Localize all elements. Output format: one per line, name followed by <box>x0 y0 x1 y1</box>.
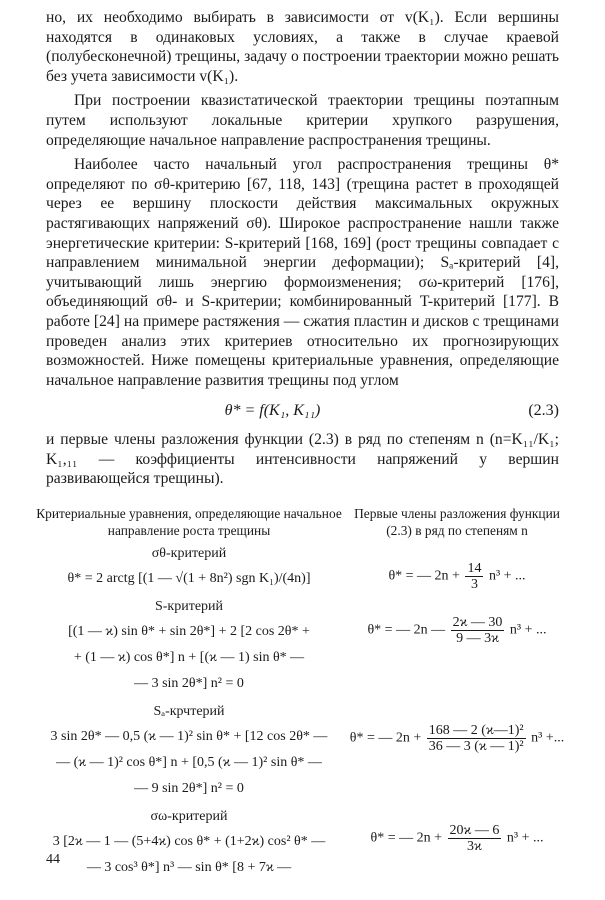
fraction: $\frac{2ϰ — 30}{9 — 3ϰ}$ <box>452 615 503 647</box>
series-sigma-theta: θ* = — 2n + $\frac{14}{3}$ n³ + ... <box>388 561 526 593</box>
criterion-line: [(1 — ϰ) sin θ* + sin 2θ*] + 2 [2 cos 2θ* + <box>68 624 310 640</box>
paragraph-1: но, их необходимо выбирать в зависимости от v(K₁). Если вершины находятся в одинаковых условиях, а также в случае краевой (полубесконечной) трещины, задачу о построении траектории можно решать без учета зависимости v(K₁). <box>46 9 559 85</box>
criterion-line: θ* = 2 arctg [(1 — √(1 + 8n²) sgn K₁)/(4n)] <box>67 571 311 587</box>
fraction: $\frac{14}{3}$ <box>467 561 482 593</box>
criterion-s <box>34 598 344 697</box>
equation-2-3 <box>46 398 559 424</box>
criterion-line: 3 [2ϰ — 1 — (5+4ϰ) cos θ* + (1+2ϰ) cos² θ* — <box>52 834 326 850</box>
criterion-line: — 3 sin 2θ*] n² = 0 <box>134 676 244 692</box>
criterion-name: σω-критерий <box>150 809 228 825</box>
left-column-header: Критериальные уравнения, определяющие начальное направление роста трещины <box>36 506 342 539</box>
criterion-sd <box>34 703 344 802</box>
criterion-name: σθ-критерий <box>151 546 227 562</box>
series-sd: θ* = — 2n + $\frac{\text{168 — 2 (ϰ—1)²}}{\text{36 — 3 (ϰ — 1)²}}$ n³ +... <box>349 723 565 755</box>
criterion-sigma-theta <box>34 545 344 592</box>
series-sigma-omega: θ* = — 2n + $\frac{20ϰ — 6}{3ϰ}$ n³ + ... <box>370 823 544 855</box>
criterion-name: S-критерий <box>154 599 224 615</box>
paragraph-2: При построении квазистатической траектории трещины поэтапным путем используют локальные критерии хрупкого разрушения, определяющие начальное направление распространения трещины. <box>46 92 559 149</box>
page-body <box>36 8 565 876</box>
criterion-line: — 3 cos³ θ*] n³ — sin θ* [8 + 7ϰ — <box>86 860 292 876</box>
criteria-columns <box>36 505 565 876</box>
paragraph-4: и первые члены разложения функции (2.3) в ряд по степеням n (n=K₁₁/K₁; K₁,₁₁ — коэффициенты интенсивности напряжений у вершин развивающейся трещины). <box>46 431 559 488</box>
paragraph-3: Наиболее часто начальный угол распространения трещины θ* определяют по σθ-критерию [67, 118, 143] (трещина растет в проходящей через ее вершину плоскости действия максимальных окружных растягивающих напряжений σθ). Широкое распространение нашли также энергетические критерии: S-критерий [168, 169] (рост трещины совпадает с направлением минимальной энергии деформации); Sₐ-критерий [4], учитывающий лишь энергию формоизменения; σω-критерий [176], объединяющий σθ- и S-критерии; комбинированный T-критерий [177]. В работе [24] на примере растяжения — сжатия пластин и дисков с трещинами проведен анализ этих критериев относительно их прогнозирующих возможностей. Ниже помещены критериальные уравнения, определяющие начальное направление развития трещины под углом <box>46 156 559 389</box>
criterion-line: 3 sin 2θ* — 0,5 (ϰ — 1)² sin θ* + [12 cos 2θ* — <box>50 729 328 745</box>
series-s: θ* = — 2n — $\frac{2ϰ — 30}{9 — 3ϰ}$ n³ + ... <box>367 615 547 647</box>
fraction: $\frac{\text{168 — 2 (ϰ—1)²}}{\text{36 — 3 (ϰ — 1)²}}$ <box>428 723 524 755</box>
criterion-name: Sₐ-крчтерий <box>153 704 225 720</box>
fraction: $\frac{20ϰ — 6}{3ϰ}$ <box>449 823 500 855</box>
series-expansion-column <box>342 505 572 855</box>
criterion-line: — 9 sin 2θ*] n² = 0 <box>134 781 244 797</box>
page-number: 44 <box>46 852 60 867</box>
criterion-sigma-omega <box>34 808 344 881</box>
equation-body: θ* = f(K₁, K₁₁) <box>224 402 321 420</box>
right-column-header: Первые члены разложения функции (2.3) в ряд по степеням n <box>354 506 560 539</box>
equation-number: (2.3) <box>528 402 559 420</box>
criterion-line: + (1 — ϰ) cos θ*] n + [(ϰ — 1) sin θ* — <box>73 650 305 666</box>
criterion-line: — (ϰ — 1)² cos θ*] n + [0,5 (ϰ — 1)² sin θ* — <box>56 755 322 771</box>
criteria-equations-column <box>34 505 344 881</box>
